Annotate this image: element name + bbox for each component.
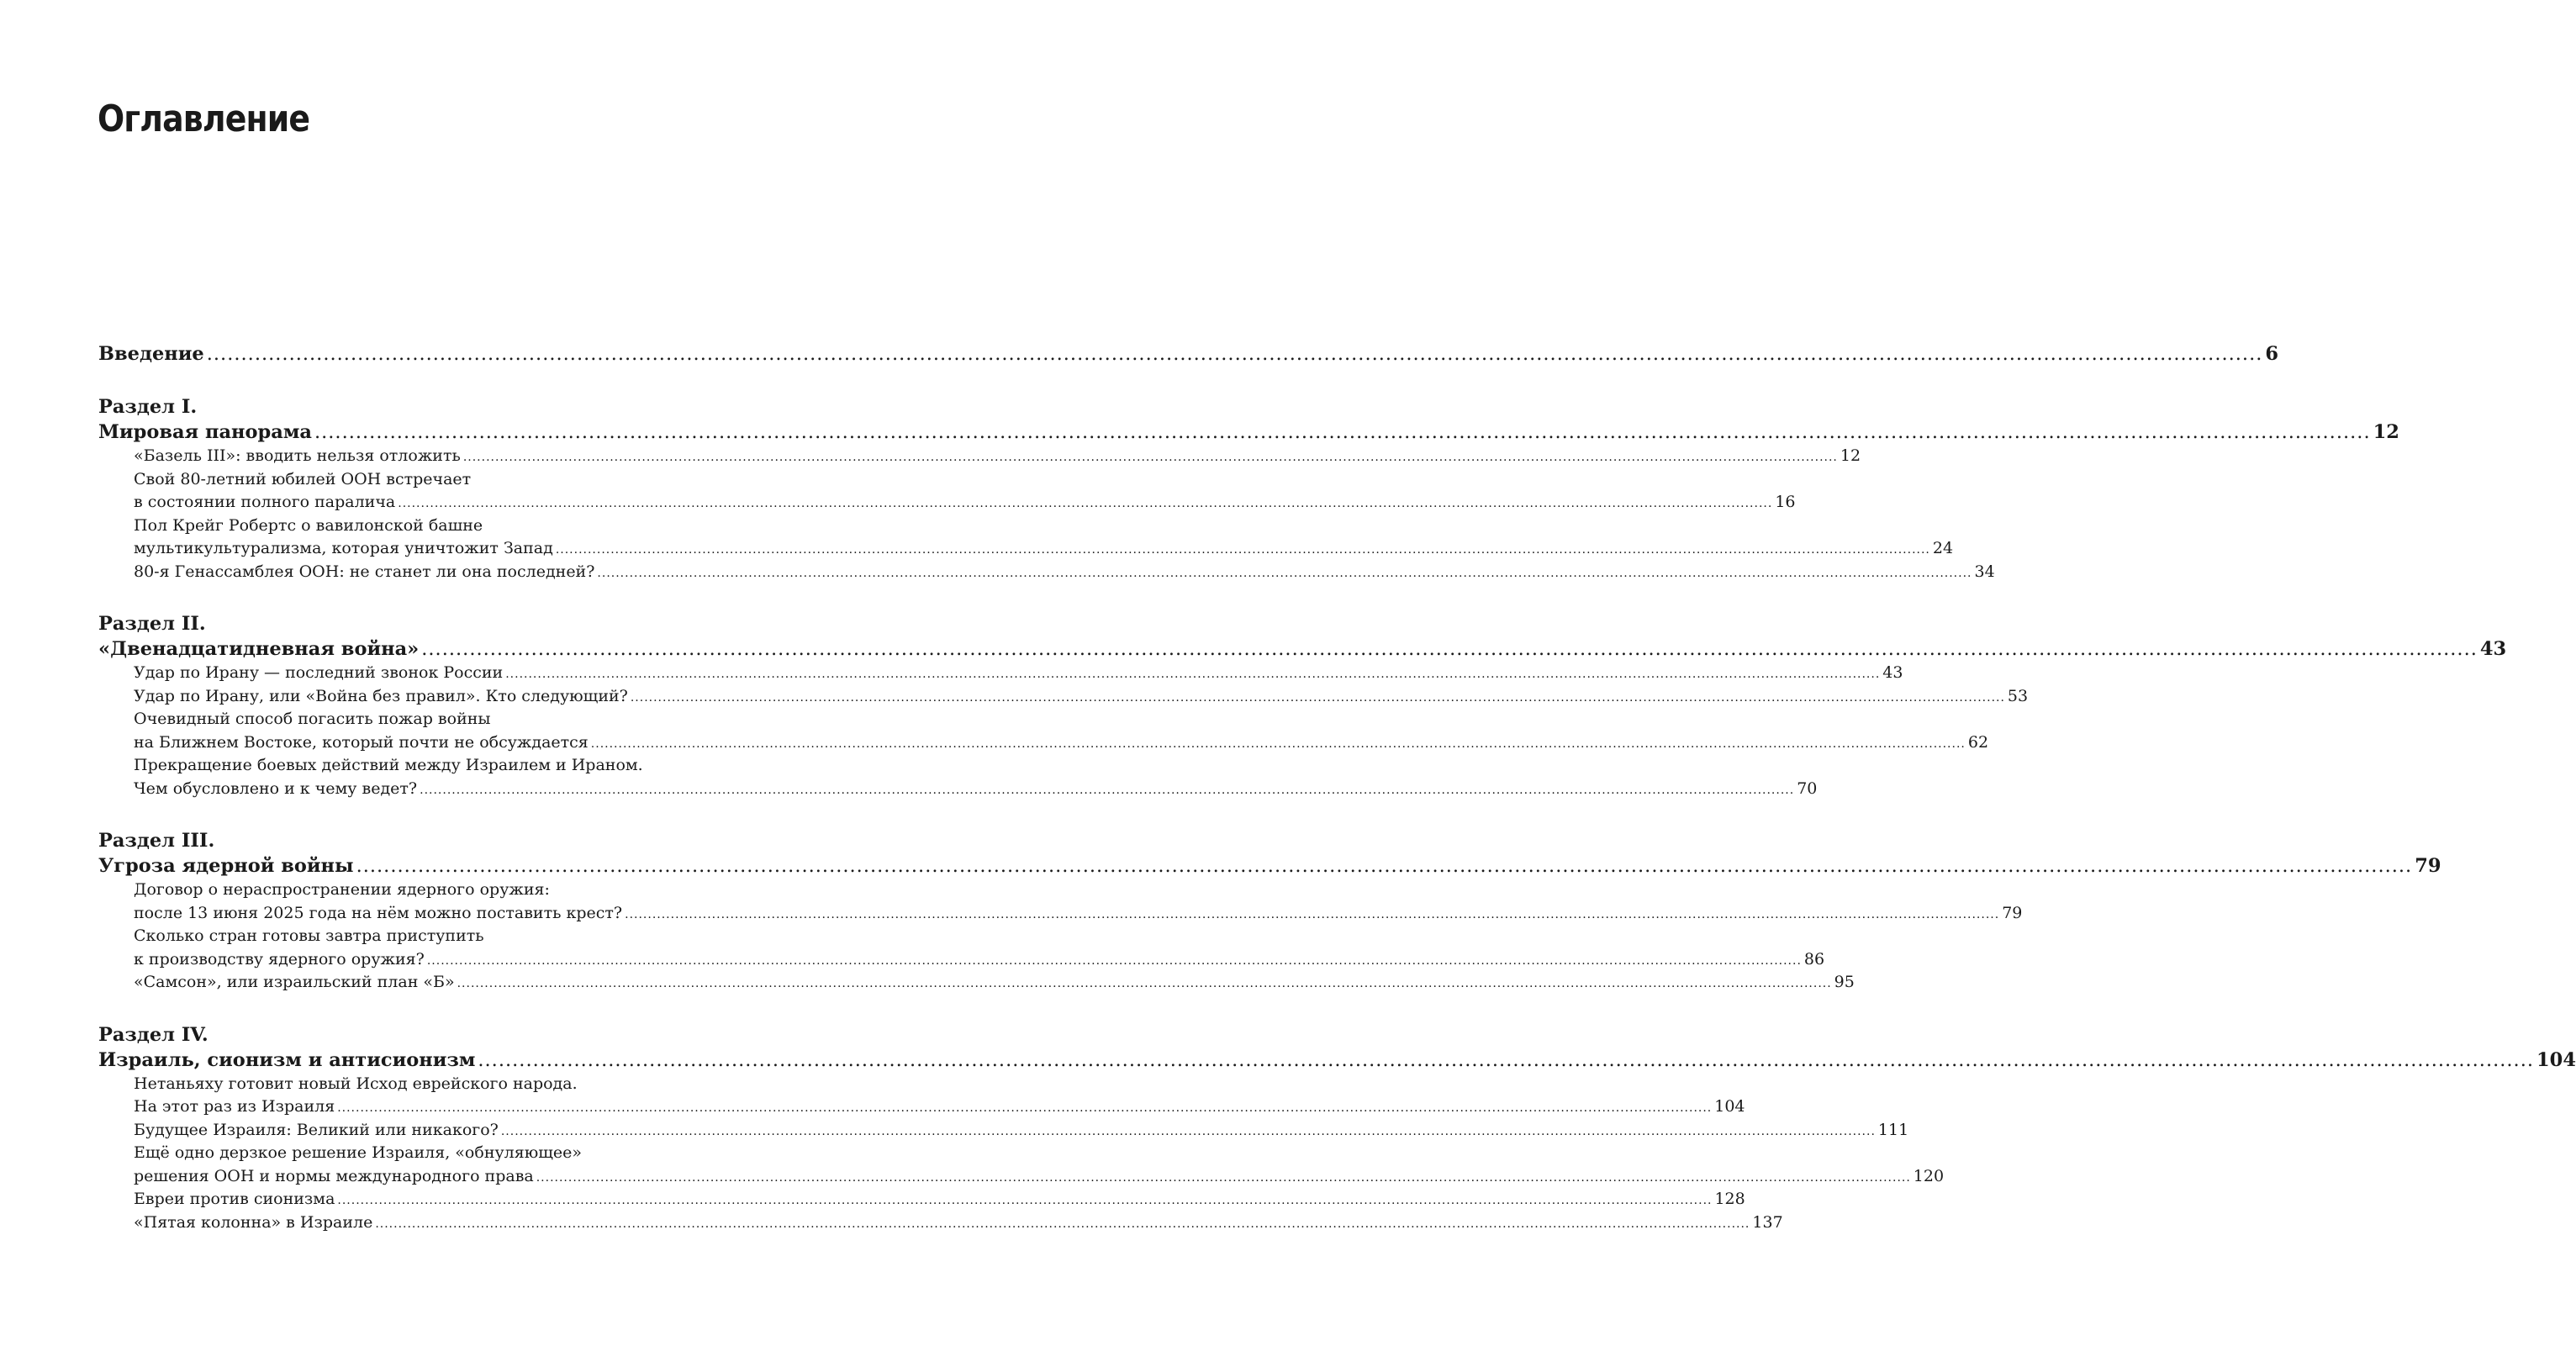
section-heading[interactable] [98,1048,2576,1073]
toc-section [98,394,2399,583]
entry-page: 16 [1775,493,1796,511]
toc-entry[interactable] [134,754,1818,800]
section-label: Раздел IV. [98,1023,209,1046]
section-entries [98,1073,1945,1235]
toc-entry[interactable] [134,685,2029,709]
entry-last-line [134,971,1855,995]
entry-last-line [134,1188,1745,1211]
toc-entry[interactable] [134,1188,1745,1211]
entry-page: 86 [1803,949,1825,969]
entry-title: 80-я Генассамблея ООН: не станет ли она последней? [134,562,595,581]
section-label: Раздел II. [98,613,206,635]
dot-leader: ............................................................................................................................................................................................................................................................................................................ [337,1194,1713,1207]
section-entries [98,879,2023,995]
dot-leader: ............................................................................................................................................................................................................................................................................................................ [375,1217,1750,1231]
dot-leader: ............................................................................................................................................................................................................................................................................................................ [536,1170,1911,1185]
entry-title-line: Свой 80-летний юбилей ООН встречает [134,469,472,488]
toc-entry[interactable] [134,879,2023,925]
entry-page: 43 [1882,663,1903,682]
entry-page: 137 [1752,1212,1783,1232]
dot-leader: ............................................................................................................................................................................................................................................................................................................ [457,977,1832,990]
dot-leader: ............................................................................................................................................................................................................................................................................................................ [505,668,1881,681]
dot-leader: ............................................................................................................................................................................................................................................................................................................ [421,638,2478,660]
entry-page: 120 [1913,1166,1945,1185]
entry-page: 95 [1834,973,1855,991]
entry-last-line [134,778,1818,801]
entry-title: Евреи против сионизма [134,1190,335,1208]
toc-entry[interactable] [134,925,1825,971]
toc-entry[interactable] [134,468,1796,515]
entry-last-line [134,948,1825,972]
entry-title: Чем обусловлено и к чему ведет? [134,779,418,798]
entry-last-line [134,662,1903,685]
dot-leader: ............................................................................................................................................................................................................................................................................................................ [630,690,2005,705]
entry-last-line [134,1119,1909,1143]
entry-title: после 13 июня 2025 года на нём можно поставить крест? [134,903,623,922]
toc-entry[interactable] [134,1073,1745,1119]
dot-leader: ............................................................................................................................................................................................................................................................................................................ [590,736,1966,751]
toc-entry[interactable] [134,515,1954,561]
toc-entry[interactable] [134,708,1989,754]
introduction-title: Введение [98,343,204,365]
dot-leader: ............................................................................................................................................................................................................................................................................................................ [356,855,2413,877]
entry-title-line: Договор о нераспространении ядерного оружия: [134,880,550,899]
entry-page: 104 [1714,1097,1745,1116]
dot-leader: ............................................................................................................................................................................................................................................................................................................ [314,421,2371,443]
entry-title: в состоянии полного паралича [134,493,396,511]
section-heading[interactable] [98,853,2441,879]
entry-title-line: Очевидный способ погасить пожар войны [134,710,491,728]
entry-last-line [134,731,1989,755]
toc-section [98,1022,2576,1235]
entry-last-line [134,561,1995,584]
dot-leader: ............................................................................................................................................................................................................................................................................................................ [398,497,1773,510]
section-label: Раздел III. [98,830,215,852]
entry-title-line: Пол Крейг Робертс о вавилонской башне [134,515,483,535]
toc-section [98,611,2507,800]
entry-title: «Самсон», или израильский план «Б» [134,973,455,991]
section-title: Израиль, сионизм и антисионизм [98,1048,476,1071]
section-label: Раздел I. [98,396,198,418]
section-title: Мировая панорама [98,421,312,443]
entry-title: Удар по Ирану, или «Война без правил». Кто следующий? [134,686,628,705]
toc-section [98,828,2441,995]
entry-last-line [134,1211,1783,1235]
entry-title: «Пятая колонна» в Израиле [134,1212,373,1232]
entry-title: на Ближнем Востоке, который почти не обсуждается [134,732,589,752]
dot-leader: ............................................................................................................................................................................................................................................................................................................ [420,783,1795,797]
entry-last-line [134,1165,1945,1189]
entry-page: 24 [1932,539,1954,557]
dot-leader: ............................................................................................................................................................................................................................................................................................................ [426,953,1802,968]
section-entries [98,662,2029,800]
entry-page: 128 [1714,1190,1745,1208]
entry-page: 70 [1797,779,1818,798]
toc-entry[interactable] [134,1142,1945,1188]
section-page: 79 [2415,855,2441,877]
entry-page: 79 [2002,903,2023,922]
entry-last-line [134,445,1861,468]
entry-title-line: Нетаньяху готовит новый Исход еврейского народа. [134,1074,578,1093]
section-entries [98,445,1995,583]
entry-last-line [134,685,2029,709]
section-page: 104 [2536,1048,2576,1071]
section-page: 12 [2373,421,2399,443]
entry-title: Будущее Израиля: Великий или никакого? [134,1120,499,1139]
dot-leader: ............................................................................................................................................................................................................................................................................................................ [625,907,2000,921]
entry-last-line [134,537,1954,561]
entry-title: На этот раз из Израиля [134,1097,335,1116]
entry-title-line: Сколько стран готовы завтра приступить [134,926,484,945]
entry-title: решения ООН и нормы международного права [134,1166,534,1185]
dot-leader: ............................................................................................................................................................................................................................................................................................................ [337,1101,1713,1115]
table-of-contents [98,341,2576,1234]
entry-title-line: Ещё одно дерзкое решение Израиля, «обнуляющее» [134,1143,583,1162]
dot-leader: ............................................................................................................................................................................................................................................................................................................ [555,543,1930,557]
section-heading[interactable] [98,636,2507,662]
toc-entry[interactable] [134,1119,1909,1143]
entry-title: Удар по Ирану — последний звонок России [134,663,504,682]
page-title: Оглавление [98,98,310,140]
entry-title: к производству ядерного оружия? [134,949,425,969]
toc-entry[interactable] [134,445,1861,468]
entry-page: 53 [2007,686,2029,705]
section-heading[interactable] [98,420,2399,445]
toc-entry[interactable] [134,662,1903,685]
toc-entry[interactable] [134,1211,1783,1235]
entry-page: 12 [1840,446,1861,465]
entry-last-line [134,491,1796,515]
dot-leader: ............................................................................................................................................................................................................................................................................................................ [206,343,2263,365]
entry-title-line: Прекращение боевых действий между Израилем и Ираном. [134,756,643,774]
entry-last-line [134,1095,1745,1119]
entry-title: мультикультурализма, которая уничтожит Запад [134,539,553,557]
entry-last-line [134,902,2023,926]
dot-leader: ............................................................................................................................................................................................................................................................................................................ [500,1124,1876,1138]
entry-page: 34 [1974,562,1995,581]
introduction-page: 6 [2265,343,2279,365]
toc-introduction[interactable] [98,341,2279,367]
section-title: «Двенадцатидневная война» [98,638,420,660]
section-title: Угроза ядерной войны [98,855,354,877]
toc-entry[interactable] [134,561,1995,584]
dot-leader: ............................................................................................................................................................................................................................................................................................................ [462,451,1838,464]
entry-page: 62 [1967,732,1989,752]
entry-title: «Базель III»: вводить нельзя отложить [134,446,461,465]
entry-page: 111 [1877,1120,1909,1139]
dot-leader: ............................................................................................................................................................................................................................................................................................................ [597,566,1972,580]
section-page: 43 [2479,638,2507,660]
toc-entry[interactable] [134,971,1855,995]
dot-leader: ............................................................................................................................................................................................................................................................................................................ [478,1048,2535,1071]
